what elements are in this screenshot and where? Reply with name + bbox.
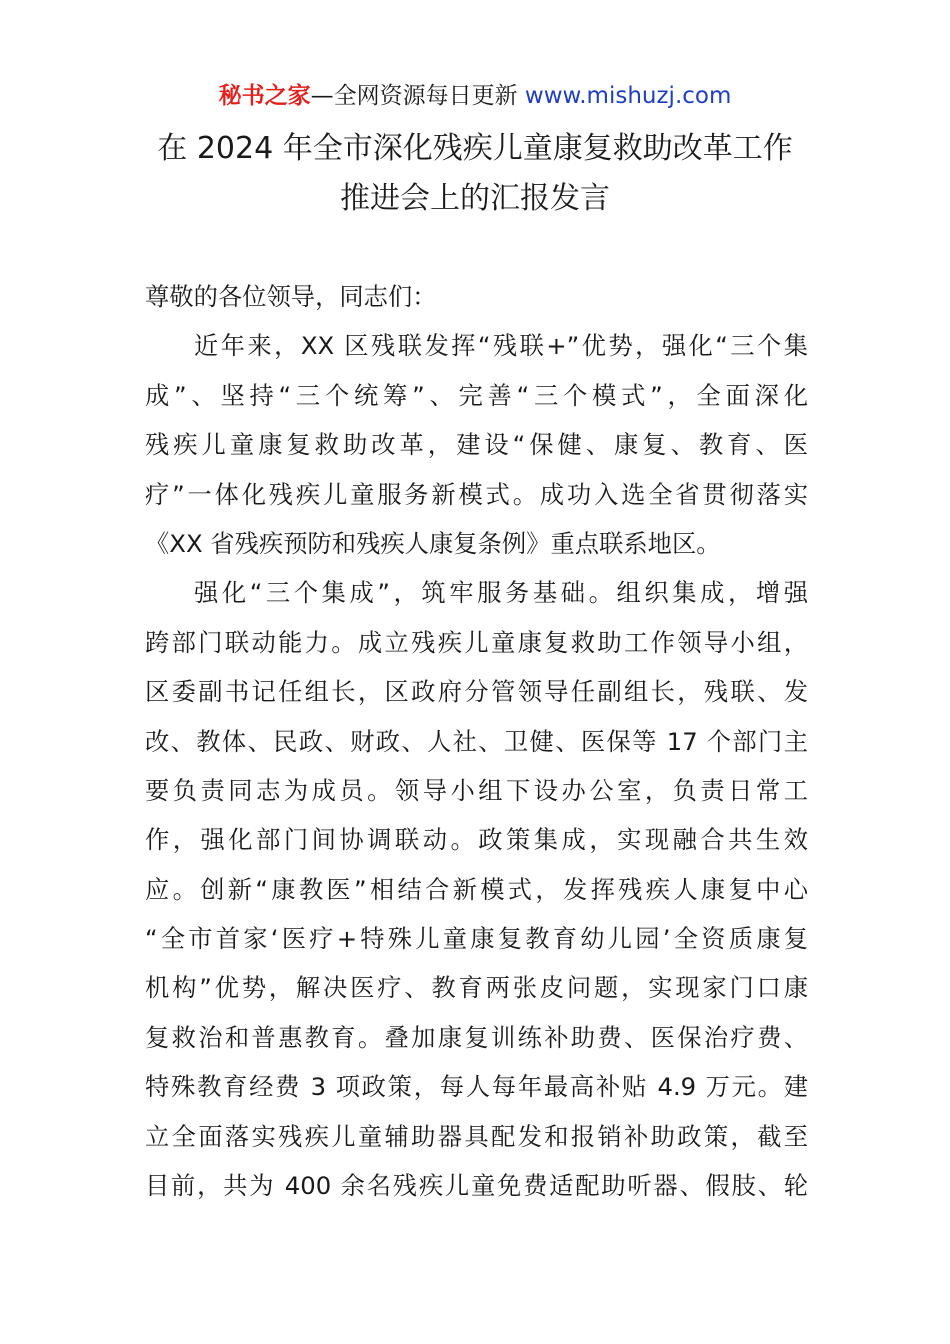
document-title	[0, 124, 950, 224]
body-line: 机构”优势，解决医疗、教育两张皮问题，实现家门口康	[145, 973, 808, 1003]
body-line: 近年来，XX 区残联发挥“残联+”优势，强化“三个集	[194, 331, 808, 361]
body-line: 改、教体、民政、财政、人社、卫健、医保等 17 个部门主	[145, 726, 808, 756]
site-header	[0, 80, 950, 112]
body-line: 立全面落实残疾儿童辅助器具配发和报销补助政策，截至	[145, 1121, 808, 1151]
body-line: 作，强化部门间协调联动。政策集成，实现融合共生效	[145, 825, 808, 855]
body-line: 应。创新“康教医”相结合新模式，发挥残疾人康复中心	[145, 874, 808, 904]
body-line: 区委副书记任组长，区政府分管领导任副组长，残联、发	[145, 677, 808, 707]
body-line: 成”、坚持“三个统筹”、完善“三个模式”，全面深化	[145, 380, 808, 410]
body-line: 强化“三个集成”，筑牢服务基础。组织集成，增强	[194, 578, 808, 608]
body-line: 《XX 省残疾预防和残疾人康复条例》重点联系地区。	[145, 528, 721, 558]
document-body	[145, 272, 808, 1210]
body-line: 要负责同志为成员。领导小组下设办公室，负责日常工	[145, 775, 808, 805]
document-title-line-1: 在 2024 年全市深化残疾儿童康复救助改革工作	[157, 131, 793, 166]
body-line: 残疾儿童康复救助改革，建设“保健、康复、教育、医	[145, 430, 808, 460]
site-brand: 秘书之家	[218, 83, 311, 109]
site-tagline: —全网资源每日更新	[310, 83, 525, 109]
salutation: 尊敬的各位领导，同志们：	[145, 282, 437, 311]
body-line: 复救治和普惠教育。叠加康复训练补助费、医保治疗费、	[145, 1022, 808, 1052]
body-line: 特殊教育经费 3 项政策，每人每年最高补贴 4.9 万元。建	[145, 1072, 808, 1102]
document-title-line-2: 推进会上的汇报发言	[340, 181, 610, 216]
body-line: “全市首家‘医疗+特殊儿童康复教育幼儿园’全资质康复	[145, 924, 808, 954]
body-line: 疗”一体化残疾儿童服务新模式。成功入选全省贯彻落实	[145, 479, 808, 509]
site-url[interactable]: www.mishuzj.com	[524, 83, 732, 109]
body-line: 跨部门联动能力。成立残疾儿童康复救助工作领导小组，	[145, 627, 808, 657]
body-line: 目前，共为 400 余名残疾儿童免费适配助听器、假肢、轮	[145, 1171, 808, 1201]
